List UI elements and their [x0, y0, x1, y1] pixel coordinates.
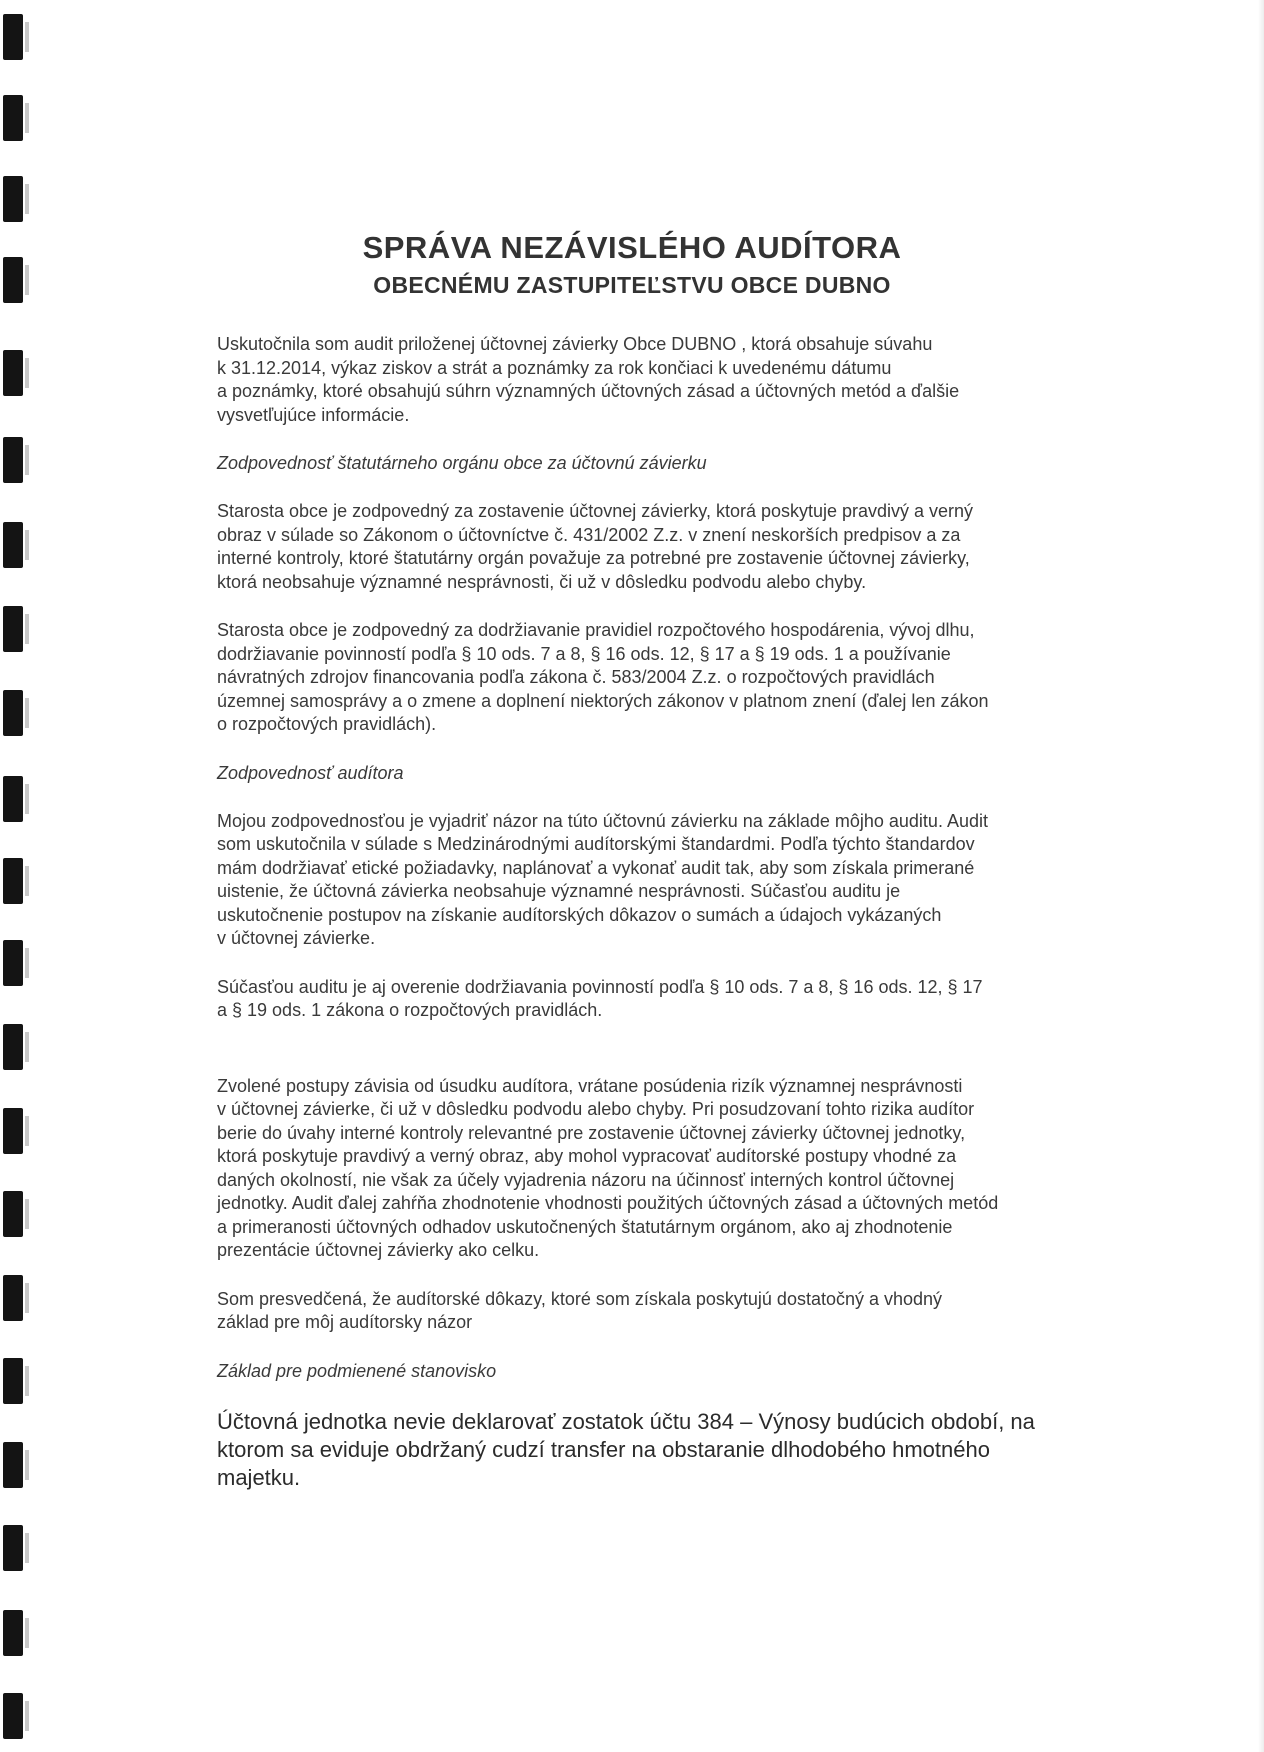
binding-ring [3, 437, 23, 483]
paragraph-intro: Uskutočnila som audit priloženej účtovnej závierky Obce DUBNO , ktorá obsahuje súvahu k 31.12.2014, výkaz ziskov a strát a poznámky za rok končiaci k uvedenému dátumu a poznámky, ktoré obsahujú súhrn významných účtovných zásad a účtovných metód a ďalšie vysvetľujúce informácie. [217, 334, 960, 425]
paragraph-qualified-basis: Účtovná jednotka nevie deklarovať zostatok účtu 384 – Výnosy budúcich období, na ktorom sa eviduje obdržaný cudzí transfer na obstaranie dlhodobého hmotného majetku. [217, 1408, 1035, 1490]
section-heading-auditor-responsibility: Zodpovednosť audítora [217, 762, 404, 783]
binding-ring [3, 1693, 23, 1739]
binding-ring [3, 776, 23, 822]
binding-ring [3, 690, 23, 736]
paragraph-procedures: Zvolené postupy závisia od úsudku audítora, vrátane posúdenia rizík významnej nesprávnosti v účtovnej závierke, či už v dôsledku podvodu alebo chyby. Pri posudzovaní tohto rizika audítor berie do úvahy interné kontroly relevantné pre zostavenie účtovnej závierky účtovnej jednotky, ktorá poskytuje pravdivý a verný obraz, aby mohol vypracovať audítorské postupy vhodné za daných okolností, nie však za účely vyjadrenia názoru na účinnosť interných kontrol účtovnej jednotky. Audit ďalej zahŕňa zhodnotenie vhodnosti použitých účtovných zásad a účtovných metód a primeranosti účtovných odhadov uskutočnených štatutárnym orgánom, ako aj zhodnotenie prezentácie účtovnej závierky ako celku. [217, 1075, 999, 1260]
binding-ring [3, 14, 23, 60]
binding-ring [3, 1108, 23, 1154]
binding-ring [3, 350, 23, 396]
binding-ring [3, 95, 23, 141]
blank-gap [217, 1048, 1119, 1075]
binding-ring [3, 1610, 23, 1656]
paragraph-evidence: Som presvedčená, že audítorské dôkazy, ktoré som získala poskytujú dostatočný a vhodný základ pre môj audítorsky názor [217, 1288, 943, 1332]
document-body [217, 333, 1119, 1517]
binding-ring [3, 1358, 23, 1404]
binding-ring [3, 1525, 23, 1571]
binding-ring [3, 522, 23, 568]
binding-ring [3, 940, 23, 986]
section-heading-qualified-basis: Základ pre podmienené stanovisko [217, 1360, 497, 1381]
binding-ring [3, 176, 23, 222]
binding-ring [3, 1275, 23, 1321]
document-title: SPRÁVA NEZÁVISLÉHO AUDÍTORA [362, 230, 902, 265]
binding-ring [3, 858, 23, 904]
paragraph-auditor-1: Mojou zodpovednosťou je vyjadriť názor na túto účtovnú závierku na základe môjho auditu. Audit som uskutočnila v súlade s Medzinárodnými audítorskými štandardmi. Podľa týchto štandardov mám dodržiavať etické požiadavky, naplánovať a vykonať audit tak, aby som získala primerané uistenie, že účtovná závierka neobsahuje významné nesprávnosti. Súčasťou auditu je uskutočnenie postupov na získanie audítorských dôkazov o sumách a údajoch vykázaných v účtovnej závierke. [217, 810, 988, 948]
section-heading-statutory-responsibility: Zodpovednosť štatutárneho orgánu obce za účtovnú závierku [217, 453, 707, 473]
paragraph-statutory-1: Starosta obce je zodpovedný za zostavenie účtovnej závierky, ktorá poskytuje pravdivý a verný obraz v súlade so Zákonom o účtovníctve č. 431/2002 Z.z. v znení neskorších predpisov a za interné kontroly, ktoré štatutárny orgán považuje za potrebné pre zostavenie účtovnej závierky, ktorá neobsahuje významné nesprávnosti, či už v dôsledku podvodu alebo chyby. [217, 501, 974, 592]
binding-ring [3, 1191, 23, 1237]
binding-ring [3, 606, 23, 652]
document-subtitle: OBECNÉMU ZASTUPITEĽSTVU OBCE DUBNO [373, 272, 891, 298]
binding-ring [3, 1024, 23, 1070]
paragraph-auditor-2: Súčasťou auditu je aj overenie dodržiavania povinností podľa § 10 ods. 7 a 8, § 16 ods. 12, § 17 a § 19 ods. 1 zákona o rozpočtových pravidlách. [217, 976, 983, 1020]
paragraph-statutory-2: Starosta obce je zodpovedný za dodržiavanie pravidiel rozpočtového hospodárenia, vývoj dlhu, dodržiavanie povinností podľa § 10 ods. 7 a 8, § 16 ods. 12, § 17 a § 19 ods. 1 a používanie návratných zdrojov financovania podľa zákona č. 583/2004 Z.z. o rozpočtových pravidlách územnej samosprávy a o zmene a doplnení niektorých zákonov v platnom znení (ďalej len zákon o rozpočtových pravidlách). [217, 620, 989, 734]
binding-ring [3, 1442, 23, 1488]
